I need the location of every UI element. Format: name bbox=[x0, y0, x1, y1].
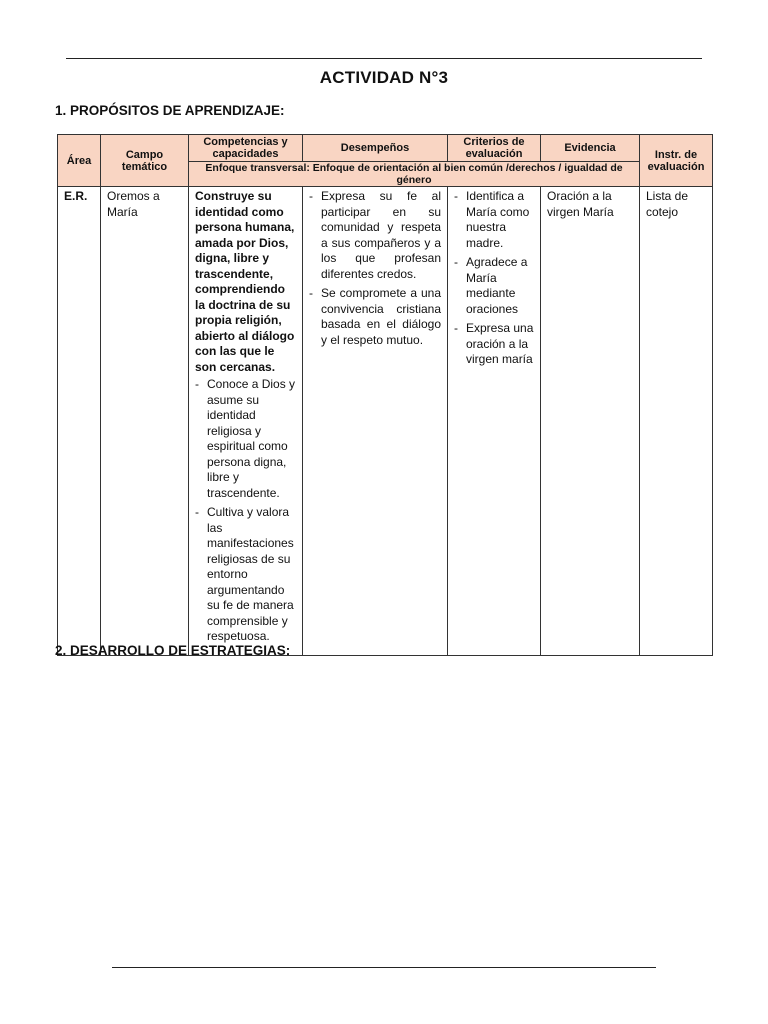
list-item: - Expresa su fe al participar en su comunidad y respeta a sus compañeros y a los que profesan diferentes credos. bbox=[309, 189, 441, 282]
section-heading-propositos: 1. PROPÓSITOS DE APRENDIZAJE: bbox=[55, 103, 285, 118]
cell-area: E.R. bbox=[58, 187, 101, 656]
list-item: - Agradece a María mediante oraciones bbox=[454, 255, 534, 317]
table-row bbox=[58, 187, 713, 656]
criterios-list bbox=[454, 189, 534, 368]
section-heading-estrategias: 2. DESARROLLO DE ESTRATEGIAS: bbox=[55, 643, 291, 658]
cell-competencias bbox=[189, 187, 303, 656]
list-item: - Cultiva y valora las manifestaciones religiosas de su entorno argumentando su fe de manera comprensible y respetuosa. bbox=[195, 505, 296, 645]
capacidades-list bbox=[195, 377, 296, 645]
list-item: - Se compromete a una convivencia cristiana basada en el diálogo y el respeto mutuo. bbox=[309, 286, 441, 348]
list-item: - Identifica a María como nuestra madre. bbox=[454, 189, 534, 251]
cell-evidencia: Oración a la virgen María bbox=[541, 187, 640, 656]
header-desempenos: Desempeños bbox=[303, 135, 448, 162]
list-item: - Conoce a Dios y asume su identidad religiosa y espiritual como persona digna, libre y trascendente. bbox=[195, 377, 296, 501]
page-title: ACTIVIDAD N°3 bbox=[319, 68, 449, 87]
cell-instrumento: Lista de cotejo bbox=[640, 187, 713, 656]
footer-rule bbox=[112, 967, 656, 968]
cell-campo-tematico: Oremos a María bbox=[101, 187, 189, 656]
list-item: - Expresa una oración a la virgen maría bbox=[454, 321, 534, 368]
header-campo-tematico: Campo temático bbox=[101, 135, 189, 187]
desempenos-list bbox=[309, 189, 441, 348]
header-criterios: Criterios de evaluación bbox=[448, 135, 541, 162]
header-rule bbox=[66, 58, 702, 59]
cell-criterios bbox=[448, 187, 541, 656]
cell-desempenos bbox=[303, 187, 448, 656]
learning-purposes-table bbox=[57, 134, 713, 656]
header-instrumento: Instr. de evaluación bbox=[640, 135, 713, 187]
header-competencias: Competencias y capacidades bbox=[189, 135, 303, 162]
header-evidencia: Evidencia bbox=[541, 135, 640, 162]
header-area: Área bbox=[58, 135, 101, 187]
competencia-title: Construye su identidad como persona humana, amada por Dios, digna, libre y trascendente, comprendiendo la doctrina de su propia religión, abierto al diálogo con las que le son cercanas. bbox=[195, 189, 295, 374]
enfoque-transversal: Enfoque transversal: Enfoque de orientación al bien común /derechos / igualdad de género bbox=[189, 162, 640, 187]
